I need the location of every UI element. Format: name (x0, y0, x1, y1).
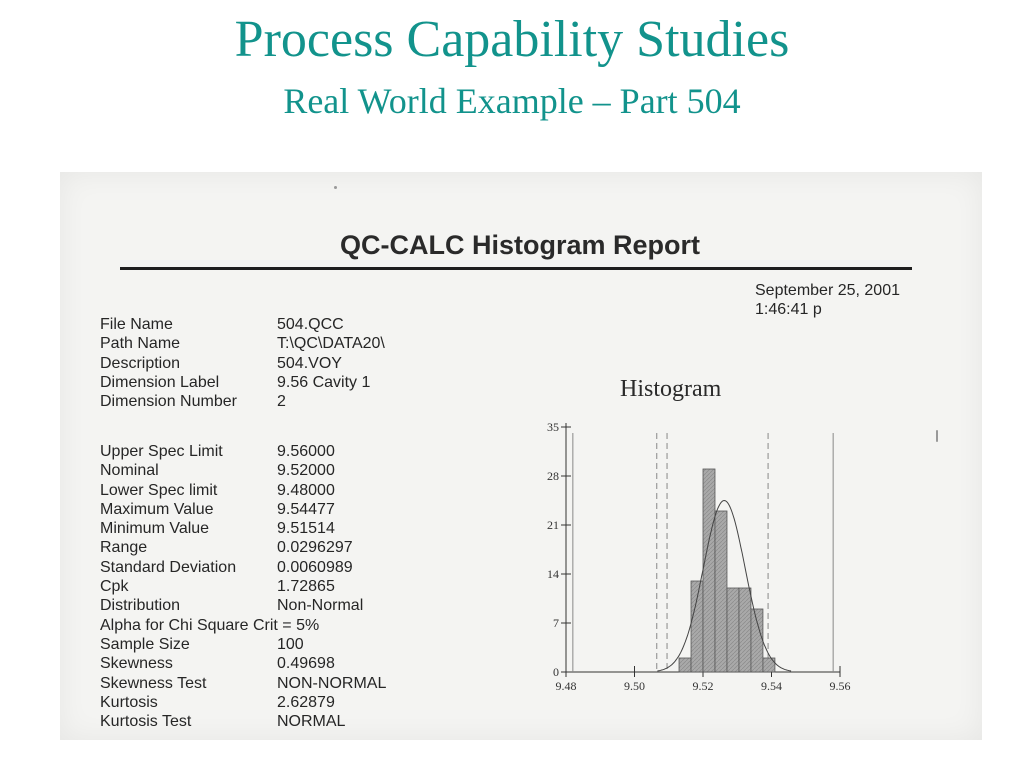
field-value: 9.51514 (277, 520, 335, 538)
field-value: 504.VOY (277, 354, 342, 372)
scanned-report (60, 172, 982, 740)
histogram-bar (751, 609, 763, 672)
field-value: 0.49698 (277, 655, 335, 673)
field-value: 2 (277, 393, 286, 411)
field-value: 9.56 Cavity 1 (277, 373, 371, 391)
field-label: Alpha for Chi Square Crit = 5% (100, 616, 320, 634)
y-tick-label: 14 (547, 567, 559, 581)
field-label: Range (100, 539, 148, 557)
histogram-bar (691, 581, 703, 672)
histogram-title: Histogram (620, 376, 722, 402)
field-label: Dimension Label (100, 373, 220, 391)
slide-subtitle: Real World Example – Part 504 (283, 81, 741, 121)
field-value: 9.56000 (277, 443, 335, 460)
report-divider (120, 267, 912, 270)
report-date: September 25, 2001 (755, 282, 900, 299)
field-value: 9.54477 (277, 500, 335, 518)
x-tick-label: 9.48 (555, 679, 577, 693)
y-tick-label: 28 (547, 469, 559, 483)
x-tick-label: 9.52 (692, 679, 714, 693)
x-tick-label: 9.56 (829, 679, 851, 693)
field-value: 9.52000 (277, 462, 335, 480)
field-label: Dimension Number (100, 393, 237, 411)
field-label: Skewness (100, 655, 173, 673)
y-tick-label: 7 (553, 616, 559, 630)
field-value: NORMAL (277, 713, 346, 731)
field-label: Standard Deviation (100, 558, 237, 576)
field-label: Minimum Value (100, 520, 210, 538)
histogram-bar (679, 658, 691, 672)
histogram-bar (715, 511, 727, 672)
field-label: Nominal (100, 462, 159, 480)
x-tick-label: 9.50 (624, 679, 645, 693)
field-label: Cpk (100, 578, 129, 596)
field-label: Kurtosis (100, 693, 158, 711)
field-value: NON-NORMAL (277, 674, 387, 692)
field-label: Kurtosis Test (100, 713, 192, 731)
histogram-bar (703, 469, 715, 672)
report-time: 1:46:41 p (755, 301, 822, 318)
y-tick-label: 35 (547, 420, 559, 434)
field-value: Non-Normal (277, 597, 364, 615)
field-label: Skewness Test (100, 674, 207, 692)
report-title: QC-CALC Histogram Report (339, 230, 700, 260)
scan-speck (334, 186, 337, 189)
field-label: Description (100, 354, 181, 372)
histogram-chart (530, 417, 860, 702)
field-label: Path Name (100, 335, 181, 353)
field-value: 9.48000 (277, 481, 335, 499)
y-tick-label: 21 (547, 518, 559, 532)
field-label: Maximum Value (100, 500, 214, 518)
field-label: Distribution (100, 597, 181, 615)
field-value: 2.62879 (277, 693, 335, 711)
field-value: 0.0060989 (277, 558, 353, 576)
report-timestamp (755, 281, 900, 319)
field-value: 1.72865 (277, 578, 335, 596)
slide-title: Process Capability Studies (234, 11, 790, 68)
field-value: T:\QC\DATA20\ (277, 335, 385, 353)
histogram-bar (739, 588, 751, 672)
y-tick-label: 0 (553, 665, 559, 679)
field-value: 100 (277, 635, 304, 653)
histogram-bar (727, 588, 739, 672)
field-label: Upper Spec Limit (100, 443, 223, 460)
field-label: Sample Size (100, 635, 190, 653)
scan-speck (936, 430, 938, 442)
field-value: 0.0296297 (277, 539, 353, 557)
field-label: File Name (100, 316, 173, 333)
field-label: Lower Spec limit (100, 481, 218, 499)
x-tick-label: 9.54 (761, 679, 782, 693)
field-value: 504.QCC (277, 316, 344, 333)
